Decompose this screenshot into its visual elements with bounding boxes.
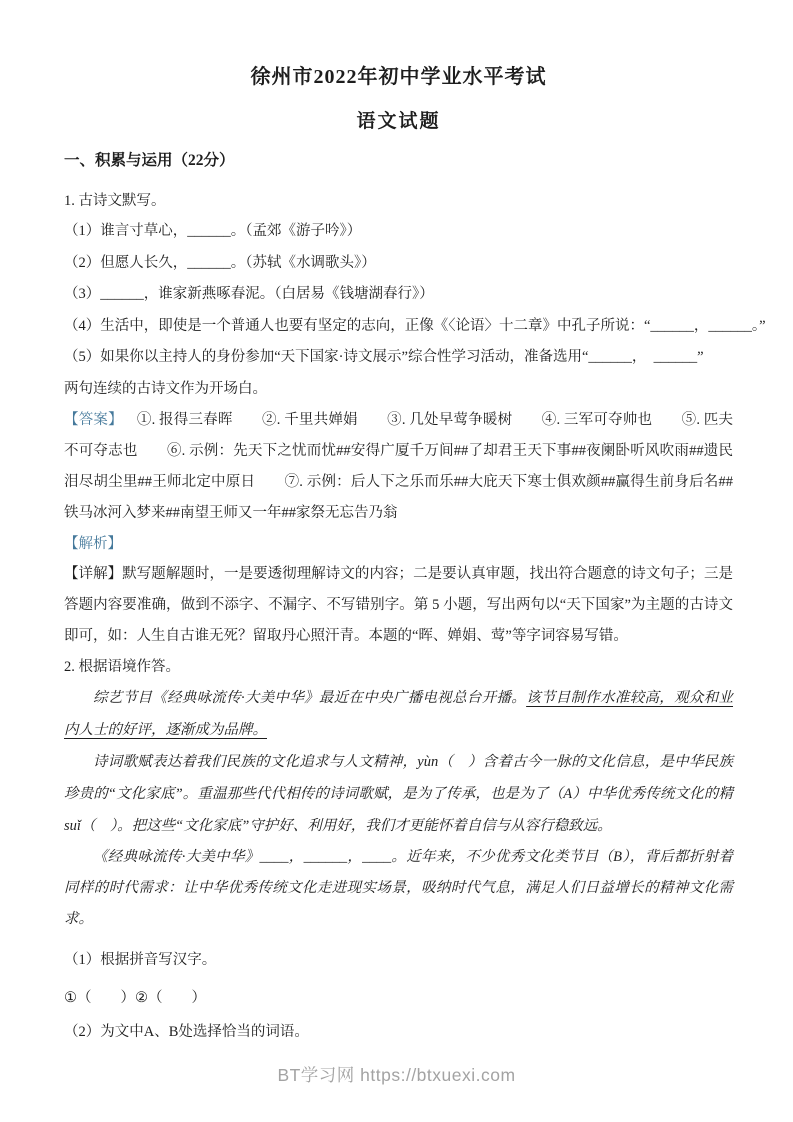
q2-stem: 2. 根据语境作答。 <box>64 659 180 675</box>
page-footer-watermark: BT学习网 https://btxuexi.com <box>277 1065 516 1085</box>
q1-answer-block <box>64 405 733 529</box>
analysis-label: 【解析】 <box>64 536 122 552</box>
q1-item-5-continuation: 两句连续的古诗文作为开场白。 <box>64 380 267 397</box>
detail-text: 默写题解题时，一是要透彻理解诗文的内容；二是要认真审题，找出符合题意的诗文句子；三是答题内容要准确，做到不添字、不漏字、不写错别字。第 5 小题，写出两句以“天下国家”为主题的古诗文即可，如：人生自古谁无死？留取丹心照汗青。本题的“晖、婵娟、莺”等字词容易写错。 <box>64 566 734 644</box>
q1-item-2: （2）但愿人长久，______。（苏轼《水调歌头》） <box>64 254 376 271</box>
doc-title: 徐州市2022年初中学业水平考试 <box>250 66 547 88</box>
q1-stem: 1. 古诗文默写。 <box>64 193 166 209</box>
q2-underlined-sentence: 该节目制作水准较高，观众和业内人士的好评，逐渐成为品牌。 <box>64 690 734 738</box>
q2-paragraph-program: 《经典咏流传·大美中华》____，______，____。近年来，不少优秀文化类节目（B），背后都折射着同样的时代需求：让中华优秀传统文化走进现实场景，吸纳时代气息，满足人们日益增长的精神文化需求。 <box>64 849 733 927</box>
q2-pinyin-blanks: ①（ ）②（ ） <box>64 990 206 1006</box>
q1-analysis-block <box>64 529 733 559</box>
q2-intro-paragraph <box>64 682 733 746</box>
q2-sub1: （1）根据拼音写汉字。 <box>64 952 217 968</box>
q1-detail-block <box>64 559 733 652</box>
answer-label: 【答案】 <box>64 412 123 428</box>
doc-subtitle: 语文试题 <box>356 111 441 132</box>
q2-sub2: （2）为文中A、B处选择恰当的词语。 <box>64 1024 309 1040</box>
answer-text: ①. 报得三春晖 ②. 千里共婵娟 ③. 几处早莺争暖树 ④. 三军可夺帅也 ⑤. 匹夫不可夺志也 ⑥. 示例：先天下之忧而忧##安得广厦千万间##了却君王天下事##夜阑卧听风吹雨##遗民泪尽胡尘里##王师北定中原日 ⑦. 示例：后人下之乐而乐##大庇天下寒士俱欢颜##赢得生前身后名##铁马冰河入梦来##南望王师又一年##家祭无忘告乃翁 <box>64 412 734 521</box>
q1-item-1: （1）谁言寸草心，______。（孟郊《游子吟》） <box>64 223 362 239</box>
q1-item-5: （5）如果你以主持人的身份参加“天下国家·诗文展示”综合性学习活动，准备选用“______， ______” <box>64 349 704 365</box>
q1-item-3: （3）______，谁家新燕啄春泥。（白居易《钱塘湖春行》） <box>64 286 434 302</box>
q2-intro-lead: 综艺节目《经典咏流传·大美中华》最近在中央广播电视总台开播。 <box>93 690 527 706</box>
detail-label: 【详解】 <box>64 566 123 582</box>
section-heading: 一、积累与运用（22分） <box>64 152 235 169</box>
q2-paragraph-pinyin: 诗词歌赋表达着我们民族的文化追求与人文精神，yùn（ ）含着古今一脉的文化信息，是中华民族珍贵的“文化家底”。重温那些代代相传的诗词歌赋，是为了传承，也是为了（A）中华优秀传统文化的精suǐ（ ）。把这些“文化家底”守护好、利用好，我们才更能怀着自信与从容行稳致远。 <box>64 754 733 834</box>
q1-item-4: （4）生活中，即使是一个普通人也要有坚定的志向，正像《〈论语〉十二章》中孔子所说：“______，______。” <box>64 317 766 334</box>
